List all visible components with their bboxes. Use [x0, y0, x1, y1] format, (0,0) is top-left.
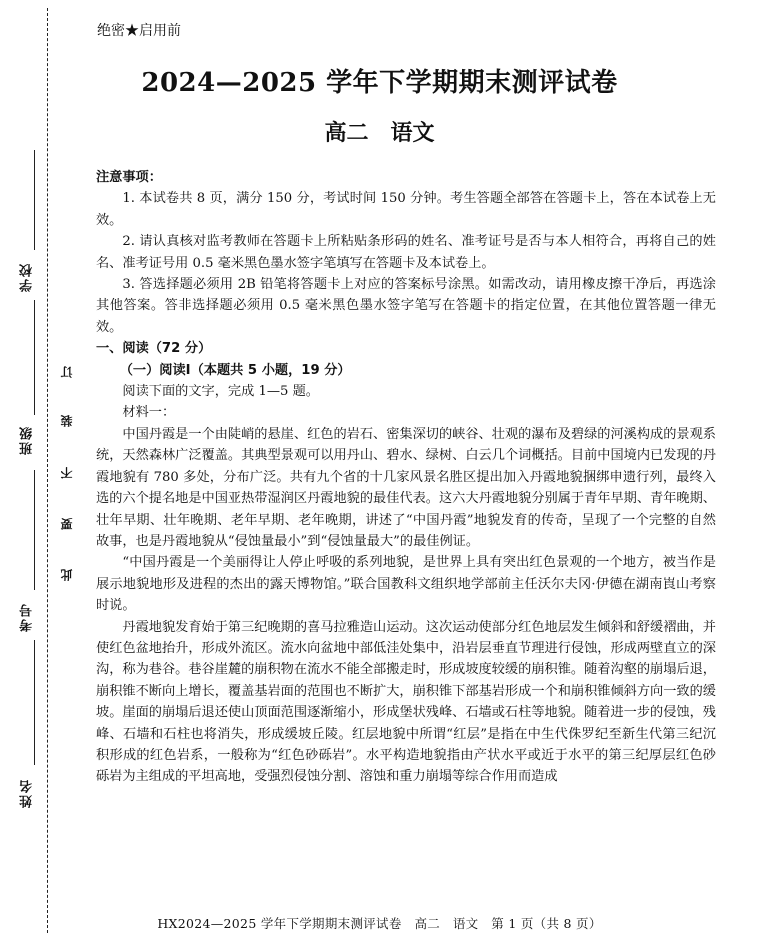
confidential-mark: 绝密★启用前 — [97, 23, 181, 39]
sub-section-heading: （一）阅读Ⅰ（本题共 5 小题，19 分） — [119, 362, 351, 378]
instruction: 阅读下面的文字，完成 1—5 题。 — [122, 384, 319, 400]
binding-notice-char: 订 — [60, 366, 74, 378]
class-field-line — [34, 300, 35, 415]
binding-notice-char: 要 — [60, 518, 74, 530]
page-footer: HX2024—2025 学年下学期期末测评试卷 高二 语文 第 1 页（共 8 页） — [157, 916, 602, 931]
exam-no-label: 考号 — [20, 602, 35, 632]
subject-title: 高二 语文 — [324, 120, 435, 146]
school-field-line — [34, 150, 35, 250]
binding-notice-char: 不 — [60, 467, 74, 479]
notes-item: 1. 本试卷共 8 页，满分 150 分，考试时间 150 分钟。考生答题全部答在答题卡上，答在本试卷上无效。 — [96, 191, 716, 228]
section-heading: 一、阅读（72 分） — [96, 341, 212, 357]
school-label: 学校 — [20, 262, 35, 292]
passage-paragraph: 中国丹霞是一个由陡峭的悬崖、红色的岩石、密集深切的峡谷、壮观的瀑布及碧绿的河溪构成的景观系统，天然森林广泛覆盖。其典型景观可以用丹山、碧水、绿树、白云几个词概括。目前中国境内已发现的丹霞地貌有 780 多处，分布广泛。共有九个省的十几家风景名胜区提出加入丹霞地貌捆绑申遗行列，最终入选的六个提名地是中国亚热带湿润区丹霞地貌的最佳代表。这六大丹霞地貌分别属于青年早期、青年晚期、壮年早期、壮年晚期、老年早期、老年晚期，讲述了“中国丹霞”地貌发育的传奇，呈现了一个完整的自然故事，也是丹霞地貌从“侵蚀量最小”到“侵蚀量最大”的最佳例证。 — [96, 426, 716, 549]
exam-title: 2024—2025 学年下学期期末测评试卷 — [141, 68, 618, 98]
passage-paragraph: “中国丹霞是一个美丽得让人停止呼吸的系列地貌，是世界上具有突出红色景观的一个地方，被当作是展示地貌地形及进程的杰出的露天博物馆。”联合国教科文组织地学部前主任沃尔夫冈·伊德在湖南崀山考察时说。 — [96, 555, 716, 614]
material-label: 材料一： — [122, 405, 176, 421]
class-label: 班级 — [20, 425, 35, 455]
exam-no-field-line — [34, 470, 35, 590]
binding-notice-char: 此 — [60, 569, 74, 581]
binding-notice-char: 装 — [60, 415, 74, 427]
name-field-line — [34, 640, 35, 765]
name-label: 姓名 — [20, 778, 35, 808]
notes-item: 3. 答选择题必须用 2B 铅笔将答题卡上对应的答案标号涂黑。如需改动，请用橡皮擦干净后，再选涂其他答案。答非选择题必须用 0.5 毫米黑色墨水签字笔写在答题卡的指定位置，在其他位置答题一律无效。 — [96, 277, 716, 335]
notes-item: 2. 请认真核对监考教师在答题卡上所粘贴条形码的姓名、准考证号是否与本人相符合，再将自己的姓名、准考证号用 0.5 毫米黑色墨水签字笔填写在答题卡及本试卷上。 — [96, 234, 716, 271]
exam-content — [96, 167, 716, 788]
passage-paragraph: 丹霞地貌发育始于第三纪晚期的喜马拉雅造山运动。这次运动使部分红色地层发生倾斜和舒缓褶曲，并使红色盆地抬升，形成外流区。流水向盆地中部低洼处集中，沿岩层垂直节理进行侵蚀，形成两壁直立的深沟，称为巷谷。巷谷崖麓的崩积物在流水不能全部搬走时，形成坡度较缓的崩积锥。随着沟壑的崩塌后退，崩积锥不断向上增长，覆盖基岩面的范围也不断扩大，崩积锥下部基岩形成一个和崩积锥倾斜方向一致的缓坡。崖面的崩塌后退还使山顶面范围逐渐缩小，形成堡状残峰、石墙或石柱等地貌。随着进一步的侵蚀，残峰、石墙和石柱也将消失，形成缓坡丘陵。红层地貌中所谓“红层”是指在中生代侏罗纪至新生代第三纪沉积形成的红色岩系，一般称为“红色砂砾岩”。水平构造地貌指由产状水平或近于水平的第三纪厚层红色砂砾岩为主组成的平坦高地，受强烈侵蚀分割、溶蚀和重力崩塌等综合作用而造成 — [96, 619, 716, 785]
notes-heading: 注意事项： — [96, 170, 162, 185]
